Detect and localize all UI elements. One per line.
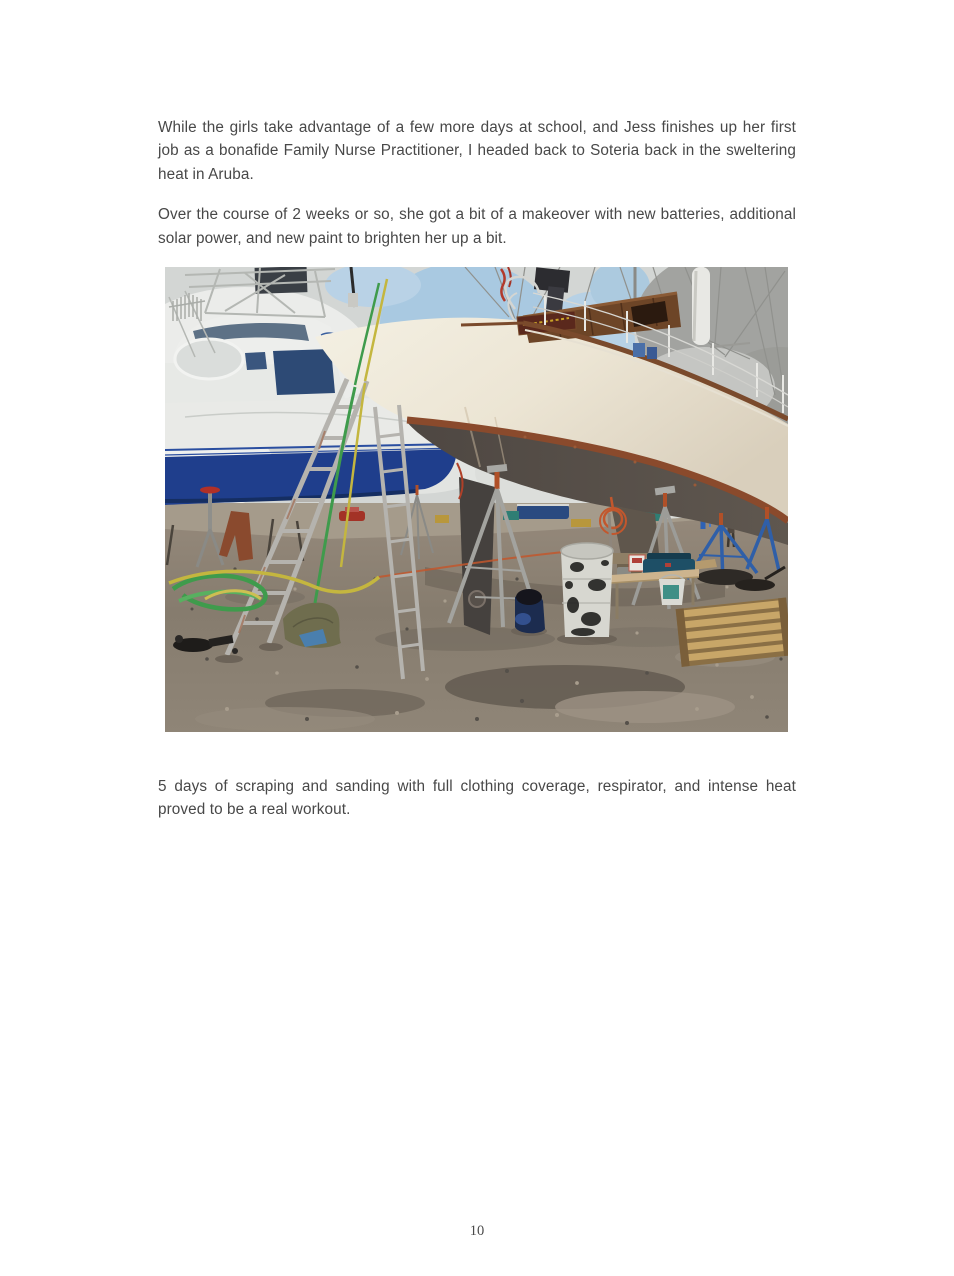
boatyard-photo [165, 267, 788, 732]
sailboat-rudder [459, 477, 495, 635]
distant-red-vehicle [339, 511, 365, 521]
yacht-side-cutout [175, 339, 243, 379]
antenna-fitting [348, 293, 358, 307]
ladder-foot-shadow [215, 655, 243, 663]
boatyard-photo-canvas [165, 267, 788, 732]
barrel [557, 543, 617, 645]
paragraph: 5 days of scraping and sanding with full clothing coverage, respirator, and intense heat proved to be a real workout. [158, 778, 796, 819]
page-number: 10 [469, 1223, 485, 1239]
rudder-emblem [469, 591, 485, 607]
blue-bag [511, 589, 547, 636]
yacht-cabin-window [273, 349, 335, 395]
bucket [659, 575, 685, 605]
stick [609, 513, 611, 551]
pallet [676, 598, 788, 667]
page-content [158, 116, 796, 839]
paragraph: Over the course of 2 weeks or so, she got a bit of a makeover with new batteries, additional solar power, and new paint to brighten her up a bit. [158, 206, 796, 247]
paragraph: While the girls take advantage of a few more days at school, and Jess finishes up her first job as a bonafide Family Nurse Practitioner, I headed back to Soteria back in the sweltering heat in Aruba. [158, 119, 796, 183]
sail-shade [694, 271, 696, 341]
deck-gear [633, 343, 645, 357]
